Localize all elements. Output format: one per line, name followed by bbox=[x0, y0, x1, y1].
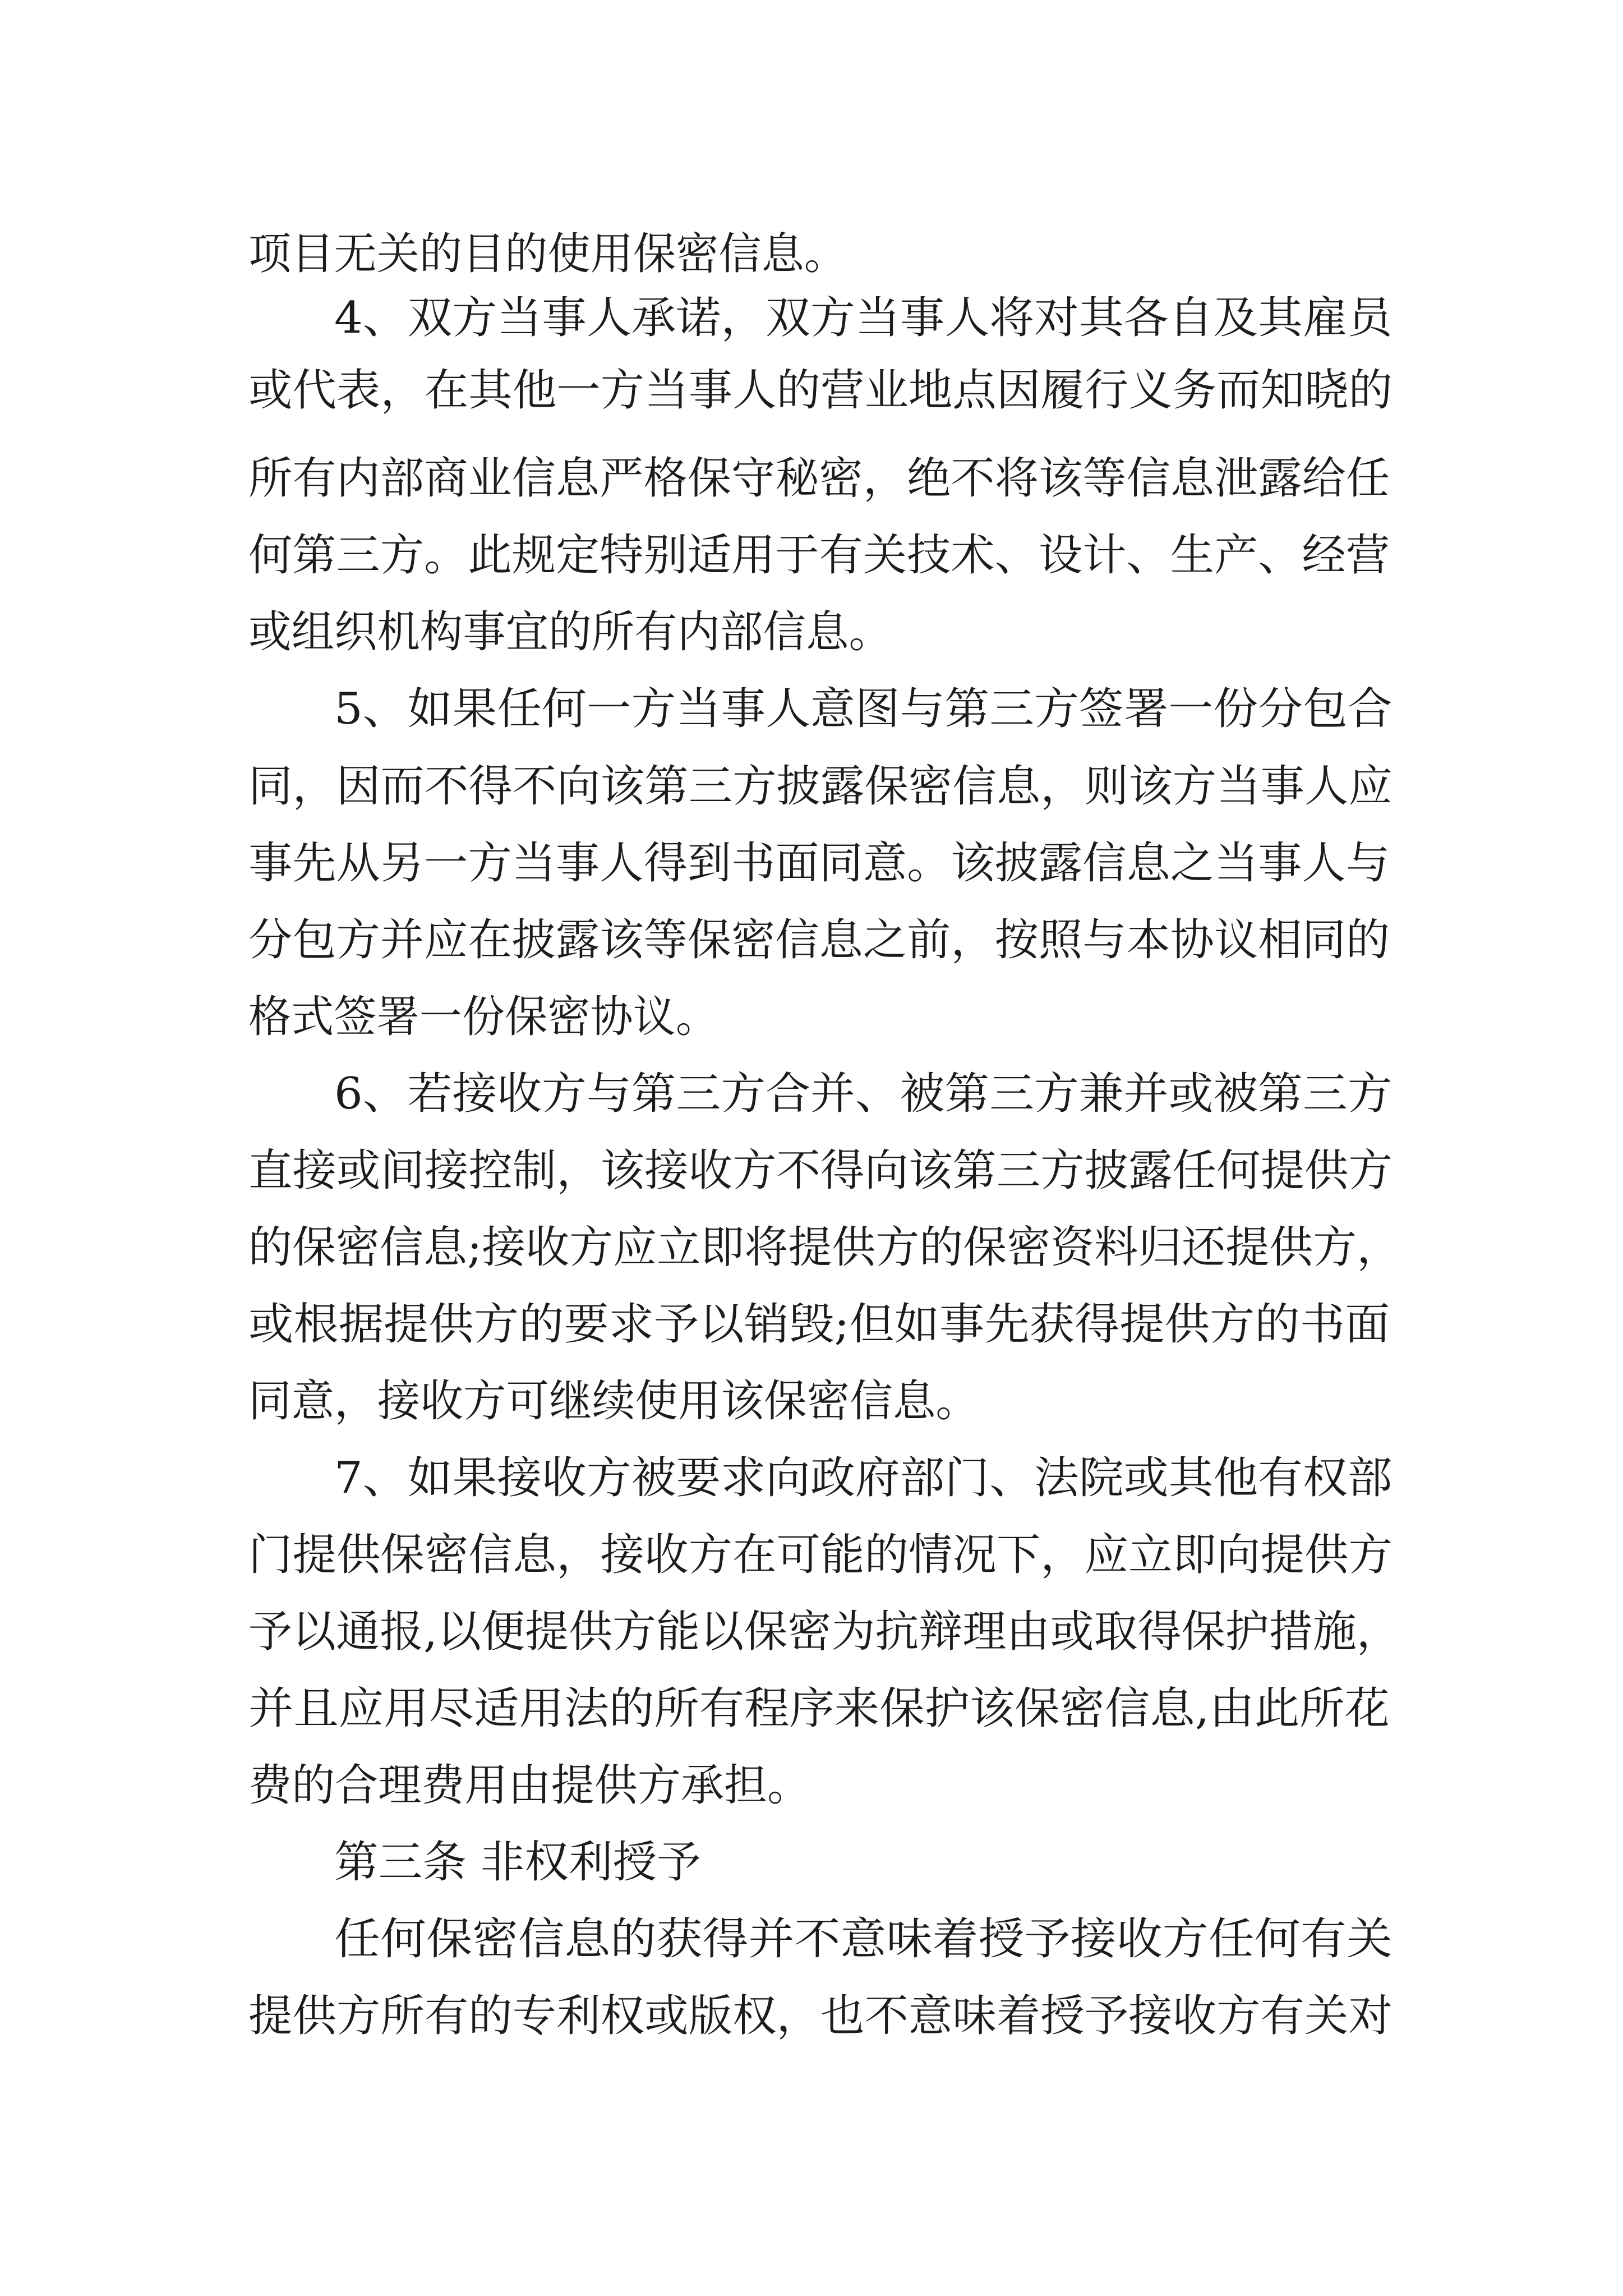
text-line: 所有内部商业信息严格保守秘密，绝不将该等信息泄露给任 bbox=[248, 453, 1390, 504]
text-line: 或组织机构事宜的所有内部信息。 bbox=[248, 607, 892, 657]
text-line: 或根据提供方的要求予以销毁;但如事先获得提供方的书面 bbox=[248, 1299, 1390, 1350]
text-line: 任何保密信息的获得并不意味着授予接收方任何有关 bbox=[334, 1914, 1393, 1964]
section-heading: 第三条 非权利授予 bbox=[334, 1837, 701, 1888]
text-line: 的保密信息;接收方应立即将提供方的保密资料归还提供方， bbox=[248, 1222, 1401, 1273]
text-line: 予以通报,以便提供方能以保密为抗辩理由或取得保护措施， bbox=[248, 1607, 1400, 1657]
text-line: 分包方并应在披露该等保密信息之前，按照与本协议相同的 bbox=[248, 915, 1390, 965]
text-line: 同意，接收方可继续使用该保密信息。 bbox=[248, 1376, 979, 1427]
text-line: 门提供保密信息，接收方在可能的情况下，应立即向提供方 bbox=[248, 1530, 1393, 1580]
text-line: 事先从另一方当事人得到书面同意。该披露信息之当事人与 bbox=[248, 838, 1390, 889]
text-line: 项目无关的目的使用保密信息。 bbox=[248, 229, 847, 279]
text-line: 5、如果任何一方当事人意图与第三方签署一份分包合 bbox=[334, 684, 1393, 734]
text-line: 同，因而不得不向该第三方披露保密信息，则该方当事人应 bbox=[248, 761, 1393, 812]
text-line: 6、若接收方与第三方合并、被第三方兼并或被第三方 bbox=[334, 1069, 1393, 1119]
text-line: 4、双方当事人承诺，双方当事人将对其各自及其雇员 bbox=[334, 293, 1393, 343]
text-line: 直接或间接控制，该接收方不得向该第三方披露任何提供方 bbox=[248, 1145, 1393, 1196]
text-line: 并且应用尽适用法的所有程序来保护该保密信息,由此所花 bbox=[248, 1683, 1390, 1734]
text-line: 费的合理费用由提供方承担。 bbox=[248, 1760, 811, 1811]
text-line: 提供方所有的专利权或版权，也不意味着授予接收方有关对 bbox=[248, 1991, 1393, 2041]
text-line: 或代表，在其他一方当事人的营业地点因履行义务而知晓的 bbox=[248, 365, 1393, 416]
text-line: 何第三方。此规定特别适用于有关技术、设计、生产、经营 bbox=[248, 530, 1390, 581]
text-line: 7、如果接收方被要求向政府部门、法院或其他有权部 bbox=[334, 1453, 1393, 1503]
text-line: 格式签署一份保密协议。 bbox=[248, 992, 719, 1042]
